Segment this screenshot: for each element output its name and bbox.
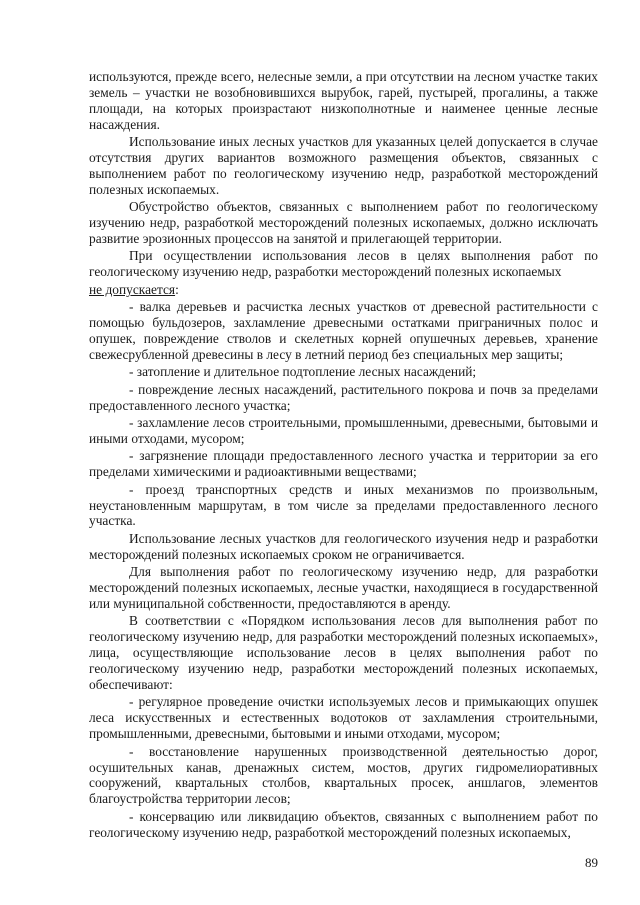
underlined-phrase: не допускается xyxy=(89,281,176,297)
paragraph xyxy=(89,69,598,133)
paragraph xyxy=(89,382,598,414)
paragraph-text: - повреждение лесных насаждений, растительного покрова и почв за пределами предоставленного лесного участка; xyxy=(89,381,598,413)
paragraph xyxy=(89,199,598,247)
paragraph-text: Использование лесных участков для геологического изучения недр и разработки месторождений полезных ископаемых сроком не ограничивается. xyxy=(89,530,598,562)
paragraph-text: - регулярное проведение очистки используемых лесов и примыкающих опушек леса искусственных и естественных водотоков от захламления строительными, промышленными, древесными, бытовыми и иными отходами, мусором; xyxy=(89,694,598,742)
paragraph xyxy=(89,134,598,198)
paragraph-text: Обустройство объектов, связанных с выполнением работ по геологическому изучению недр, разработкой месторождений полезных ископаемых, должно исключать развитие эрозионных процессов на занятой и прилегающей территории. xyxy=(89,199,598,247)
paragraph-text: При осуществлении использования лесов в целях выполнения работ по геологическому изучению недр, разработки месторождений полезных ископаемых xyxy=(89,248,598,280)
document-body xyxy=(89,69,598,842)
paragraph-text: - проезд транспортных средств и иных механизмов по произвольным, неустановленным маршрутам, в том числе за пределами предоставленного лесного участка. xyxy=(89,481,598,529)
paragraph xyxy=(89,299,598,363)
paragraph xyxy=(89,415,598,447)
paragraph xyxy=(89,248,598,280)
paragraph xyxy=(89,744,598,808)
paragraph-text: - валка деревьев и расчистка лесных участков от древесной растительности с помощью бульдозеров, захламление древесными остатками приграничных полос и опушек, повреждение стволов и скелетных корней опушечных деревьев, хранение свежесрубленной древесины в лесу в летний период без специальных мер защиты; xyxy=(89,299,598,362)
paragraph-text: - загрязнение площади предоставленного лесного участка и территории за его пределами химическими и радиоактивными веществами; xyxy=(89,448,598,480)
paragraph-text: - консервацию или ликвидацию объектов, связанных с выполнением работ по геологическому изучению недр, разработкой месторождений полезных ископаемых, xyxy=(89,808,598,840)
punctuation: : xyxy=(175,281,179,297)
paragraph xyxy=(89,364,598,380)
paragraph-text: В соответствии с «Порядком использования лесов для выполнения работ по геологическому изучению недр, для разработки месторождений полезных ископаемых», лица, осуществляющие использование лесов в целях выполнения работ по геологическому изучению недр, разработки месторождений полезных ископаемых, обеспечивают: xyxy=(89,613,598,693)
paragraph xyxy=(89,448,598,480)
paragraph xyxy=(89,482,598,530)
paragraph xyxy=(89,282,598,298)
paragraph-text: Использование иных лесных участков для указанных целей допускается в случае отсутствия других вариантов возможного размещения объектов, связанных с выполнением работ по геологическому изучению недр, разработкой месторождений полезных ископаемых. xyxy=(89,134,598,197)
paragraph xyxy=(89,531,598,563)
paragraph xyxy=(89,809,598,841)
paragraph-text: - захламление лесов строительными, промышленными, древесными, бытовыми и иными отходами, мусором; xyxy=(89,415,598,446)
paragraph xyxy=(89,694,598,742)
paragraph-text: используются, прежде всего, нелесные земли, а при отсутствии на лесном участке таких земель – участки не возобновившихся вырубок, гарей, пустырей, прогалины, а также площади, на которых произрастают низкополнотные и наименее ценные лесные насаждения. xyxy=(89,69,598,132)
paragraph-text: Для выполнения работ по геологическому изучению недр, для разработки месторождений полезных ископаемых, лесные участки, находящиеся в государственной или муниципальной собственности, предоставляются в аренду. xyxy=(89,564,598,611)
page-number: 89 xyxy=(585,855,598,870)
paragraph-text: - восстановление нарушенных производственной деятельностью дорог, осушительных канав, дренажных систем, мостов, других гидромелиоративных сооружений, квартальных столбов, квартальных просек, аншлагов, элементов благоустройства территории лесов; xyxy=(89,743,598,807)
paragraph xyxy=(89,613,598,693)
paragraph xyxy=(89,564,598,612)
paragraph-text: - затопление и длительное подтопление лесных насаждений; xyxy=(129,364,477,380)
